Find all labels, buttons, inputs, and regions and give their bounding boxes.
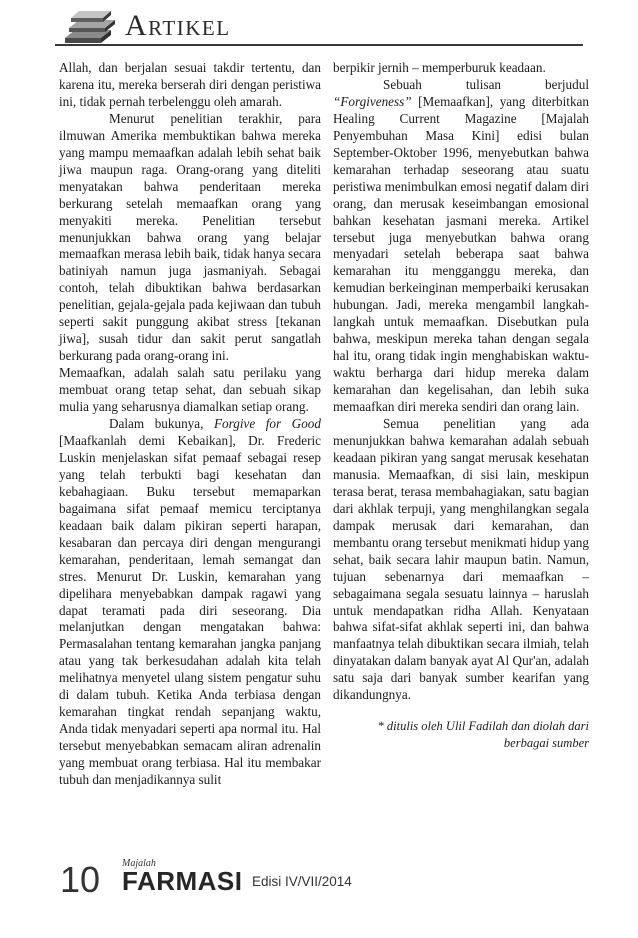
magazine-label: Majalah bbox=[122, 858, 156, 869]
right-paragraph-2 bbox=[333, 77, 589, 416]
left-column bbox=[59, 60, 321, 789]
section-title: Artikel bbox=[125, 9, 231, 42]
issue-label: Edisi IV/VII/2014 bbox=[252, 874, 352, 889]
left-paragraph-2: Menurut penelitian terakhir, para ilmuwan Amerika membuktikan bahwa mereka yang mampu memaafkan adalah lebih sehat baik jiwa maupun raga. Orang-orang yang diteliti menyatakan bahwa penderitaan mereka berkurang setelah memaafkan orang yang menyakiti mereka. Penelitian tersebut menunjukkan bahwa orang yang belajar memaafkan merasa lebih baik, tidak hanya secara batiniyah namun juga jasmaniyah. Sebagai contoh, telah dibuktikan bahwa berdasarkan penelitian, gejala-gejala pada kejiwaan dan tubuh seperti sakit punggung akibat stress [tekanan jiwa], susah tidur dan sakit perut sangatlah berkurang pada orang-orang ini. bbox=[59, 110, 321, 364]
right-paragraph-3: Semua penelitian yang ada menunjukkan bahwa kemarahan adalah sebuah keadaan pikiran yang sangat merusak kesehatan manusia. Memaafkan, di sisi lain, meskipun terasa berat, terasa membahagiakan, satu bagian dari akhlak terpuji, yang menghilangkan segala dampak merusak dari kemarahan, dan membantu orang tersebut menikmati hidup yang sehat, baik secara lahir maupun batin. Namun, tujuan sebenarnya dari memaafkan –sebagaimana segala sesuatu lainnya – haruslah untuk mendapatkan ridha Allah. Kenyataan bahwa sifat-sifat akhlak seperti ini, dan bahwa manfaatnya telah dibuktikan secara ilmiah, telah dinyatakan dalam banyak ayat Al Qur'an, adalah satu saja dari banyak sumber kearifan yang dikandungnya. bbox=[333, 416, 589, 703]
left-paragraph-4 bbox=[59, 416, 321, 789]
paragraph-text: Dalam bukunya, bbox=[109, 416, 214, 432]
paragraph-text: [Memaafkan], yang diterbitkan Healing Current Magazine [Majalah Penyembuhan Masa Kini] edisi bulan September-Oktober 1996, menyebutkan bahwa kemarahan terhadap seseorang atau suatu peristiwa menimbulkan emosi negatif dalam diri orang, dan merusak keseimbangan emosional bahkan kesehatan jasmani mereka. Artikel tersebut juga menyebutkan bahwa orang menyadari setelah beberapa saat bahwa kemarahan itu mengganggu mereka, dan kemudian berkeinginan memperbaiki kerusakan hubungan. Jadi, mereka mengambil langkah-langkah untuk memaafkan. Disebutkan pula bahwa, meskipun mereka tahan dengan segala hal itu, orang tidak ingin menghabiskan waktu-waktu berharga dari hidup mereka dalam kemarahan dan kegelisahan, dan lebih suka memaafkan diri mereka sendiri dan orang lain. bbox=[333, 93, 589, 415]
magazine-logo: FARMASI bbox=[122, 866, 243, 896]
header-rule bbox=[55, 44, 583, 46]
left-paragraph-1: Allah, dan berjalan sesuai takdir tertentu, dan karena itu, mereka berserah diri dengan peristiwa ini, tidak pernah terbelenggu oleh amarah. bbox=[59, 60, 321, 109]
page-footer bbox=[60, 858, 580, 900]
left-paragraph-3: Memaafkan, adalah salah satu perilaku yang membuat orang tetap sehat, dan sebuah sikap mulia yang seharusnya diamalkan setiap orang. bbox=[59, 365, 321, 415]
book-title: Forgive for Good bbox=[213, 416, 321, 432]
page-number: 10 bbox=[60, 859, 101, 900]
paragraph-text: Sebuah tulisan berjudul bbox=[383, 76, 589, 92]
right-column bbox=[333, 60, 589, 752]
paragraph-text: [Maafkanlah demi Kebaikan], Dr. Frederic Luskin menjelaskan sifat pemaaf sebagai resep yang telah terbukti bagi kesehatan dan kebahagiaan. Buku tersebut memaparkan bagaimana sifat pemaaf memicu terciptanya keadaan baik dalam pikiran seperti harapan, kesabaran dan percaya diri dengan mengurangi kemarahan, penderitaan, lemah semangat dan stres. Menurut Dr. Luskin, kemarahan yang dipelihara menyebabkan dampak ragawi yang dapat teramati pada diri seseorang. Dia melanjutkan dengan mengatakan bahwa: Permasalahan tentang kemarahan jangka panjang atau yang tak berkesudahan adalah kita telah melihatnya menyetel ulang sistem pengatur suhu di dalam tubuh. Ketika Anda terbiasa dengan kemarahan tingkat rendah sepanjang waktu, Anda tidak menyadari seperti apa normal itu. Hal tersebut menyebabkan semacam aliran adrenalin yang membuat orang terbiasa. Hal itu membakar tubuh dan menjadikannya sulit bbox=[59, 432, 321, 788]
right-paragraph-1: berpikir jernih – memperburuk keadaan. bbox=[333, 60, 546, 75]
books-icon bbox=[61, 8, 119, 48]
article-title: “Forgiveness” bbox=[333, 93, 412, 109]
attribution: * ditulis oleh Ulil Fadilah dan diolah dari berbagai sumber bbox=[377, 719, 589, 751]
